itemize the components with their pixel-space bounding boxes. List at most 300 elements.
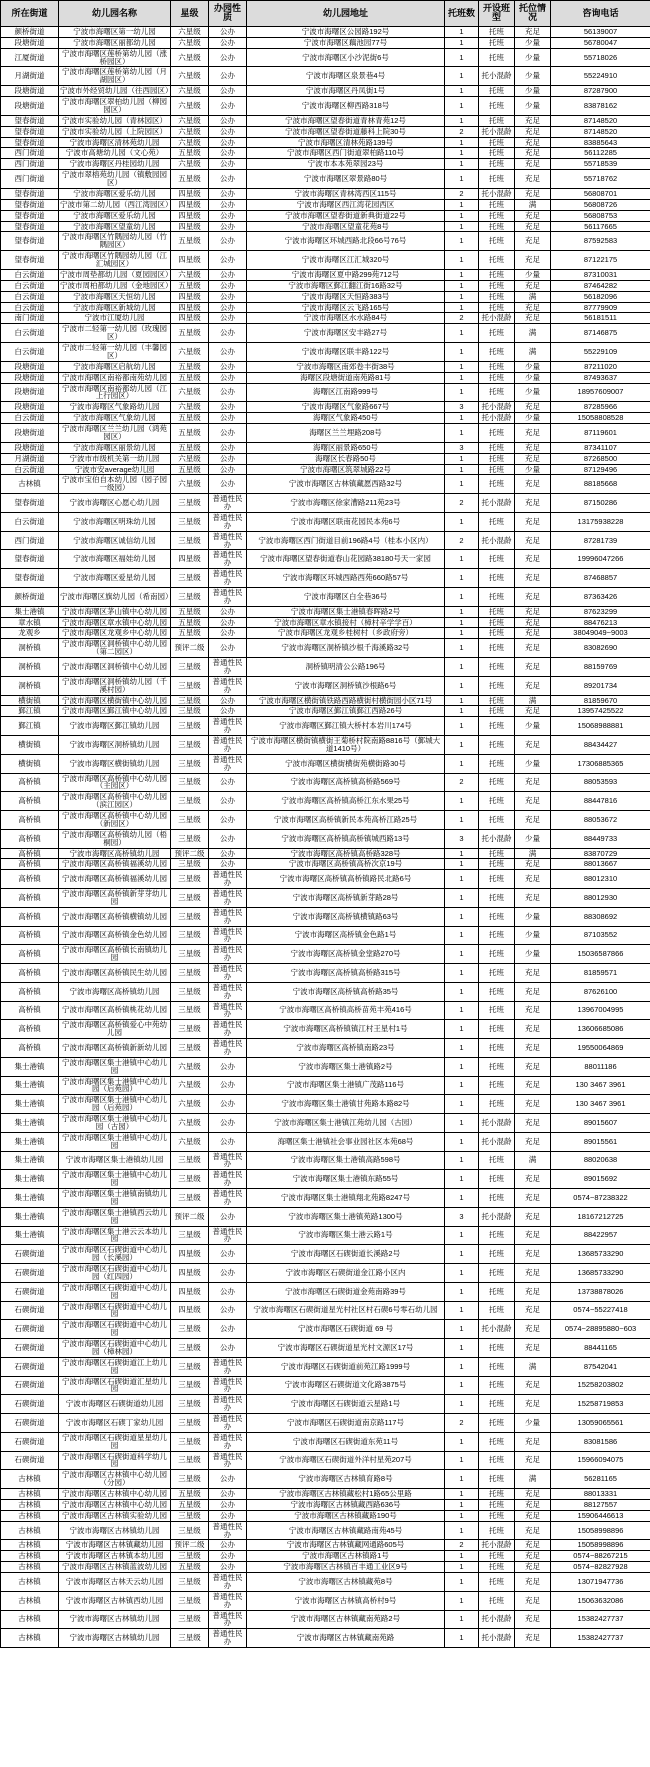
cell-phone: 87363426 [551, 587, 650, 606]
cell-address: 宁波市海曙区石碶街道金苑南路39号 [247, 1282, 445, 1301]
cell-availability: 少量 [515, 48, 551, 67]
cell-star: 预评二级 [171, 1540, 209, 1551]
cell-availability: 充足 [515, 1591, 551, 1610]
cell-name: 宁波市海曙区气象幼儿园 [59, 413, 171, 424]
cell-name: 宁波市海曙区集士港镇中心幼儿园（后苑园） [59, 1095, 171, 1114]
cell-type: 公办 [209, 1540, 247, 1551]
cell-class-mode: 托班 [479, 302, 515, 313]
column-header-availability: 托位情况 [515, 1, 551, 27]
table-row [1, 221, 650, 232]
cell-type: 公办 [209, 302, 247, 313]
cell-availability: 充足 [515, 736, 551, 755]
cell-class-mode: 托班 [479, 736, 515, 755]
table-row [1, 1551, 650, 1562]
cell-name: 宁波市海曙区心愿心幼儿园 [59, 494, 171, 513]
cell-address: 宁波市海曙区古林镇育路8号 [247, 1470, 445, 1489]
cell-address: 宁波市海曙区集士港镇江苑幼儿园（古园） [247, 1114, 445, 1133]
cell-phone: 88127557 [551, 1499, 650, 1510]
cell-class-mode: 托班 [479, 1039, 515, 1058]
cell-phone: 88447816 [551, 792, 650, 811]
cell-address: 宁波市海曙区白全巷36号 [247, 587, 445, 606]
cell-availability: 充足 [515, 1264, 551, 1283]
cell-street: 高桥镇 [1, 926, 59, 945]
cell-star: 五星级 [171, 1499, 209, 1510]
cell-availability: 充足 [515, 1610, 551, 1629]
cell-phone: 83885643 [551, 137, 650, 148]
table-row [1, 617, 650, 628]
cell-class-mode: 托班 [479, 97, 515, 116]
table-row [1, 982, 650, 1001]
cell-star: 四星级 [171, 221, 209, 232]
cell-type: 公办 [209, 291, 247, 302]
cell-star: 三星级 [171, 1339, 209, 1358]
cell-star: 三星级 [171, 1001, 209, 1020]
cell-type: 公办 [209, 1301, 247, 1320]
cell-phone: 88476213 [551, 617, 650, 628]
cell-class-count: 1 [445, 37, 479, 48]
cell-class-mode: 托班 [479, 1339, 515, 1358]
cell-phone: 15058808528 [551, 413, 650, 424]
cell-star: 五星级 [171, 424, 209, 443]
cell-star: 五星级 [171, 1562, 209, 1573]
cell-type: 公办 [209, 453, 247, 464]
cell-star: 六星级 [171, 137, 209, 148]
cell-class-mode: 托班 [479, 587, 515, 606]
cell-type: 公办 [209, 464, 247, 475]
cell-availability: 充足 [515, 1132, 551, 1151]
cell-type: 公办 [209, 606, 247, 617]
cell-class-mode: 托班 [479, 964, 515, 983]
cell-street: 望春街道 [1, 494, 59, 513]
cell-type: 公办 [209, 1207, 247, 1226]
cell-star: 预评二级 [171, 848, 209, 859]
cell-class-mode: 托班 [479, 550, 515, 569]
cell-phone: 87310031 [551, 269, 650, 280]
cell-class-count: 1 [445, 413, 479, 424]
cell-name: 宁波市海曙区鄞江镇幼儿园 [59, 717, 171, 736]
cell-class-count: 1 [445, 324, 479, 343]
table-row [1, 736, 650, 755]
cell-phone: 17306885365 [551, 754, 650, 773]
cell-address: 宁波市海曙区高桥镇金堂路270号 [247, 945, 445, 964]
cell-street: 横街镇 [1, 695, 59, 706]
cell-address: 宁波市本本苑翠园23号 [247, 159, 445, 170]
cell-type: 公办 [209, 424, 247, 443]
cell-star: 六星级 [171, 475, 209, 494]
cell-street: 白云街道 [1, 343, 59, 362]
table-row [1, 137, 650, 148]
cell-phone: 87281739 [551, 531, 650, 550]
cell-phone: 0574~55227418 [551, 1301, 650, 1320]
cell-name: 宁波市海曙区第一幼儿园 [59, 26, 171, 37]
cell-name: 宁波市二轻第一幼儿园（玫瑰园区） [59, 324, 171, 343]
cell-phone: 88053593 [551, 773, 650, 792]
cell-class-mode: 托班 [479, 1282, 515, 1301]
table-row [1, 706, 650, 717]
cell-address: 宁波市海曙区高桥镇南路23号 [247, 1039, 445, 1058]
cell-address: 洞桥镇明清公公路196号 [247, 658, 445, 677]
cell-address: 宁波市海曙区云飞路165号 [247, 302, 445, 313]
cell-class-mode: 托班 [479, 1020, 515, 1039]
cell-phone: 0574~87238322 [551, 1189, 650, 1208]
cell-class-mode: 托班 [479, 1001, 515, 1020]
cell-class-mode: 托班 [479, 1357, 515, 1376]
cell-star: 三星级 [171, 811, 209, 830]
cell-address: 宁波市海曙区洞桥镇沙根路6号 [247, 676, 445, 695]
cell-availability: 充足 [515, 1489, 551, 1500]
table-row [1, 1562, 650, 1573]
cell-name: 宁波市海曙区古林镇本幼儿园 [59, 1551, 171, 1562]
cell-class-count: 1 [445, 754, 479, 773]
cell-street: 江厦街道 [1, 48, 59, 67]
table-row [1, 280, 650, 291]
table-row [1, 1151, 650, 1170]
table-row [1, 442, 650, 453]
cell-class-count: 1 [445, 251, 479, 270]
table-row [1, 1282, 650, 1301]
table-row [1, 907, 650, 926]
cell-availability: 满 [515, 1470, 551, 1489]
cell-street: 白云街道 [1, 512, 59, 531]
cell-street: 南门街道 [1, 313, 59, 324]
cell-star: 五星级 [171, 617, 209, 628]
cell-name: 宁波市海曙区高桥镇中心幼儿园（主园区） [59, 773, 171, 792]
cell-name: 宁波市海曙区古林镇藏幼儿园 [59, 1540, 171, 1551]
table-row [1, 1629, 650, 1648]
cell-type: 公办 [209, 1339, 247, 1358]
cell-address: 宁波市海曙区环城西路北段66号76号 [247, 232, 445, 251]
cell-star: 五星级 [171, 628, 209, 639]
cell-class-mode: 托班 [479, 1510, 515, 1521]
cell-class-count: 1 [445, 232, 479, 251]
cell-type: 公办 [209, 706, 247, 717]
cell-type: 公办 [209, 1114, 247, 1133]
cell-class-mode: 托班 [479, 676, 515, 695]
cell-star: 六星级 [171, 37, 209, 48]
cell-availability: 充足 [515, 232, 551, 251]
cell-type: 普通性民办 [209, 754, 247, 773]
cell-address: 宁波市海曙区江汇城320号 [247, 251, 445, 270]
cell-star: 五星级 [171, 361, 209, 372]
cell-name: 宁波市海曙区高桥镇幼儿园（梧桐园） [59, 829, 171, 848]
cell-class-count: 3 [445, 1207, 479, 1226]
cell-address: 宁波市海曙区望春街道新典街道22号 [247, 210, 445, 221]
cell-name: 宁波市海曙区石碶街道中心幼儿园（长溪园） [59, 1245, 171, 1264]
cell-name: 宁波市海曙区石碶街道科学幼儿园 [59, 1451, 171, 1470]
cell-availability: 少量 [515, 372, 551, 383]
cell-street: 石碶街道 [1, 1339, 59, 1358]
table-row [1, 1114, 650, 1133]
cell-class-mode: 托班 [479, 792, 515, 811]
cell-name: 宁波市海曙区石碶街道星星幼儿园 [59, 1432, 171, 1451]
cell-type: 公办 [209, 148, 247, 159]
cell-name: 宁波市海曙区高桥镇长南镇幼儿园 [59, 945, 171, 964]
cell-class-mode: 托班 [479, 1245, 515, 1264]
cell-name: 宁波市海曙区爱乐幼儿园 [59, 210, 171, 221]
cell-star: 三星级 [171, 1320, 209, 1339]
cell-class-count: 1 [445, 1499, 479, 1510]
table-header [1, 1, 650, 27]
cell-availability: 充足 [515, 475, 551, 494]
cell-street: 古林镇 [1, 1510, 59, 1521]
cell-type: 普通性民办 [209, 512, 247, 531]
cell-address: 宁波市海曙区公园路192号 [247, 26, 445, 37]
cell-phone: 87592583 [551, 232, 650, 251]
cell-phone: 88434427 [551, 736, 650, 755]
cell-class-count: 1 [445, 1114, 479, 1133]
cell-availability: 充足 [515, 1226, 551, 1245]
cell-availability: 充足 [515, 792, 551, 811]
table-row [1, 639, 650, 658]
cell-type: 公办 [209, 251, 247, 270]
cell-class-count: 1 [445, 1264, 479, 1283]
cell-class-count: 1 [445, 48, 479, 67]
cell-phone: 88441165 [551, 1339, 650, 1358]
cell-availability: 少量 [515, 945, 551, 964]
cell-street: 横街镇 [1, 754, 59, 773]
cell-name: 宁波市江厦幼儿园 [59, 313, 171, 324]
cell-class-mode: 托班 [479, 280, 515, 291]
cell-name: 宁波市实验幼儿园（青林园区） [59, 115, 171, 126]
cell-availability: 充足 [515, 159, 551, 170]
cell-type: 公办 [209, 1489, 247, 1500]
cell-class-count: 1 [445, 1189, 479, 1208]
cell-address: 宁波市海曙区石碶街道南京路117号 [247, 1414, 445, 1433]
cell-street: 段塘街道 [1, 361, 59, 372]
cell-type: 普通性民办 [209, 1170, 247, 1189]
cell-availability: 充足 [515, 1510, 551, 1521]
cell-phone: 13967004995 [551, 1001, 650, 1020]
cell-address: 宁波市海曙区鄞江翻江街16路32号 [247, 280, 445, 291]
column-header-address: 幼儿园地址 [247, 1, 445, 27]
cell-star: 五星级 [171, 232, 209, 251]
cell-availability: 充足 [515, 1001, 551, 1020]
cell-street: 石碶街道 [1, 1432, 59, 1451]
cell-address: 宁波市海曙区夏中路299苑712号 [247, 269, 445, 280]
cell-name: 宁波市海曙区莲桥第幼儿园（月湖园区） [59, 67, 171, 86]
cell-phone: 19996047266 [551, 550, 650, 569]
cell-star: 三星级 [171, 1610, 209, 1629]
cell-street: 洞桥镇 [1, 676, 59, 695]
cell-star: 六星级 [171, 97, 209, 116]
cell-street: 白云街道 [1, 464, 59, 475]
cell-type: 普通性民办 [209, 1376, 247, 1395]
cell-class-count: 3 [445, 829, 479, 848]
cell-availability: 充足 [515, 870, 551, 889]
cell-address: 宁波市海曙区高桥镇高桥镇路民北路6号 [247, 870, 445, 889]
cell-star: 四星级 [171, 210, 209, 221]
cell-class-mode: 托班 [479, 628, 515, 639]
table-row [1, 792, 650, 811]
cell-availability: 满 [515, 1151, 551, 1170]
table-row [1, 67, 650, 86]
cell-availability: 少量 [515, 926, 551, 945]
cell-phone: 15382427737 [551, 1610, 650, 1629]
cell-address: 宁波市海曙区气象路667号 [247, 402, 445, 413]
cell-star: 三星级 [171, 889, 209, 908]
cell-name: 宁波市市级机关第一幼儿园 [59, 453, 171, 464]
cell-name: 宁波市海曙区石碶街道中心幼儿园 [59, 1320, 171, 1339]
cell-class-count: 1 [445, 859, 479, 870]
cell-class-mode: 托班 [479, 210, 515, 221]
cell-star: 三星级 [171, 982, 209, 1001]
cell-class-count: 1 [445, 1376, 479, 1395]
cell-address: 宁波市海曙区望春街道青林青苑12号 [247, 115, 445, 126]
cell-star: 三星级 [171, 1432, 209, 1451]
cell-availability: 少量 [515, 1414, 551, 1433]
cell-street: 段塘街道 [1, 442, 59, 453]
cell-address: 宁波市海曙区集士港镇路2号 [247, 1057, 445, 1076]
cell-type: 普通性民办 [209, 982, 247, 1001]
cell-address: 宁波市海曙区高桥镇高桥江东水果25号 [247, 792, 445, 811]
cell-class-count: 2 [445, 126, 479, 137]
cell-availability: 充足 [515, 1189, 551, 1208]
cell-address: 宁波市海曙区古林镇藏愿西路32号 [247, 475, 445, 494]
cell-class-count: 2 [445, 494, 479, 513]
cell-class-mode: 托班 [479, 199, 515, 210]
cell-name: 宁波市海曙区爱星幼儿园 [59, 569, 171, 588]
cell-availability: 充足 [515, 442, 551, 453]
cell-star: 三星级 [171, 1357, 209, 1376]
cell-availability: 充足 [515, 628, 551, 639]
cell-name: 宁波市海曙区新城幼儿园 [59, 302, 171, 313]
cell-type: 普通性民办 [209, 1001, 247, 1020]
cell-star: 三星级 [171, 1573, 209, 1592]
cell-street: 高桥镇 [1, 811, 59, 830]
cell-type: 公办 [209, 221, 247, 232]
cell-class-mode: 托班 [479, 475, 515, 494]
cell-star: 六星级 [171, 1057, 209, 1076]
cell-phone: 18167212725 [551, 1207, 650, 1226]
cell-phone: 88308692 [551, 907, 650, 926]
cell-class-mode: 托班 [479, 617, 515, 628]
cell-star: 三星级 [171, 1151, 209, 1170]
cell-type: 普通性民办 [209, 531, 247, 550]
cell-class-count: 1 [445, 1562, 479, 1573]
cell-type: 公办 [209, 773, 247, 792]
table-row [1, 1376, 650, 1395]
cell-street: 白云街道 [1, 324, 59, 343]
cell-class-count: 1 [445, 907, 479, 926]
cell-name: 宁波市海曙区高桥镇幼儿园 [59, 848, 171, 859]
cell-class-mode: 托班 [479, 1573, 515, 1592]
cell-phone: 87285966 [551, 402, 650, 413]
cell-star: 五星级 [171, 606, 209, 617]
cell-address: 宁波市海曙区高桥镇镇江村王星村1号 [247, 1020, 445, 1039]
cell-star: 四星级 [171, 199, 209, 210]
cell-name: 宁波市海曙区南裕都幼儿园（江上行园区） [59, 383, 171, 402]
cell-class-count: 1 [445, 302, 479, 313]
cell-street: 石碶街道 [1, 1376, 59, 1395]
cell-class-count: 1 [445, 361, 479, 372]
table-row [1, 859, 650, 870]
cell-street: 段塘街道 [1, 372, 59, 383]
cell-address: 宁波市海曙区集士港镇甘苑路本路82号 [247, 1095, 445, 1114]
cell-class-mode: 托班 [479, 870, 515, 889]
cell-address: 宁波市海曙区高桥镇高桥路328号 [247, 848, 445, 859]
cell-phone: 87150286 [551, 494, 650, 513]
cell-star: 三星级 [171, 676, 209, 695]
cell-class-mode: 托班 [479, 512, 515, 531]
cell-class-mode: 托班 [479, 137, 515, 148]
cell-class-count: 1 [445, 1076, 479, 1095]
cell-address: 宁波市海曙区望春街道藤科上院30号 [247, 126, 445, 137]
cell-star: 六星级 [171, 159, 209, 170]
cell-star: 六星级 [171, 383, 209, 402]
cell-phone: 88053672 [551, 811, 650, 830]
cell-address: 海曙区段塘街道南苑路81号 [247, 372, 445, 383]
cell-name: 宁波市二轻第一幼儿园（丰馨园区） [59, 343, 171, 362]
table-row [1, 1414, 650, 1433]
cell-class-count: 1 [445, 926, 479, 945]
cell-type: 普通性民办 [209, 494, 247, 513]
cell-star: 五星级 [171, 413, 209, 424]
cell-street: 望春街道 [1, 115, 59, 126]
cell-type: 普通性民办 [209, 1521, 247, 1540]
cell-type: 普通性民办 [209, 1226, 247, 1245]
cell-star: 三星级 [171, 926, 209, 945]
cell-address: 宁波市海曙区石碶街道星光村文源区17号 [247, 1339, 445, 1358]
cell-type: 普通性民办 [209, 870, 247, 889]
cell-address: 海曙区兰兰埋路208号 [247, 424, 445, 443]
cell-star: 预评二级 [171, 1207, 209, 1226]
cell-availability: 少量 [515, 413, 551, 424]
cell-address: 宁波市海曙区集士港镇广茂路116号 [247, 1076, 445, 1095]
table-row [1, 1395, 650, 1414]
cell-type: 公办 [209, 628, 247, 639]
table-row [1, 1489, 650, 1500]
cell-name: 宁波市海曙区石碶街道汇星幼儿园 [59, 1376, 171, 1395]
cell-street: 高桥镇 [1, 1039, 59, 1058]
cell-star: 三星级 [171, 1020, 209, 1039]
table-row [1, 945, 650, 964]
cell-availability: 充足 [515, 1057, 551, 1076]
cell-phone: 56139007 [551, 26, 650, 37]
cell-availability: 充足 [515, 639, 551, 658]
cell-type: 公办 [209, 361, 247, 372]
cell-star: 三星级 [171, 907, 209, 926]
cell-class-count: 1 [445, 26, 479, 37]
cell-phone: 13175938228 [551, 512, 650, 531]
cell-type: 公办 [209, 859, 247, 870]
cell-availability: 充足 [515, 1301, 551, 1320]
cell-type: 普通性民办 [209, 1451, 247, 1470]
cell-address: 宁波市海曙区翠景路80号 [247, 170, 445, 189]
cell-class-mode: 托班 [479, 115, 515, 126]
cell-class-count: 1 [445, 210, 479, 221]
cell-availability: 少量 [515, 86, 551, 97]
cell-class-mode: 托班 [479, 37, 515, 48]
cell-phone: 81859571 [551, 964, 650, 983]
cell-availability: 少量 [515, 383, 551, 402]
cell-street: 石碶街道 [1, 1395, 59, 1414]
cell-street: 古林镇 [1, 1499, 59, 1510]
cell-class-mode: 托班 [479, 269, 515, 280]
cell-availability: 充足 [515, 617, 551, 628]
cell-availability: 充足 [515, 170, 551, 189]
cell-name: 宁波市翠榕苑幼儿园（镇敷园园区） [59, 170, 171, 189]
cell-phone: 55718762 [551, 170, 650, 189]
cell-name: 宁波市海曙区石碶街道中心幼儿园（红四园） [59, 1264, 171, 1283]
cell-address: 宁波市海曙区龙观乡桂树村（乡政府旁） [247, 628, 445, 639]
cell-availability: 充足 [515, 1395, 551, 1414]
cell-availability: 充足 [515, 302, 551, 313]
cell-phone: 88012930 [551, 889, 650, 908]
cell-address: 宁波市海曙区集士港云路1号 [247, 1226, 445, 1245]
cell-class-mode: 托班 [479, 1095, 515, 1114]
cell-address: 宁波市海曙区环城西路西苑660路57号 [247, 569, 445, 588]
cell-street: 古林镇 [1, 1562, 59, 1573]
